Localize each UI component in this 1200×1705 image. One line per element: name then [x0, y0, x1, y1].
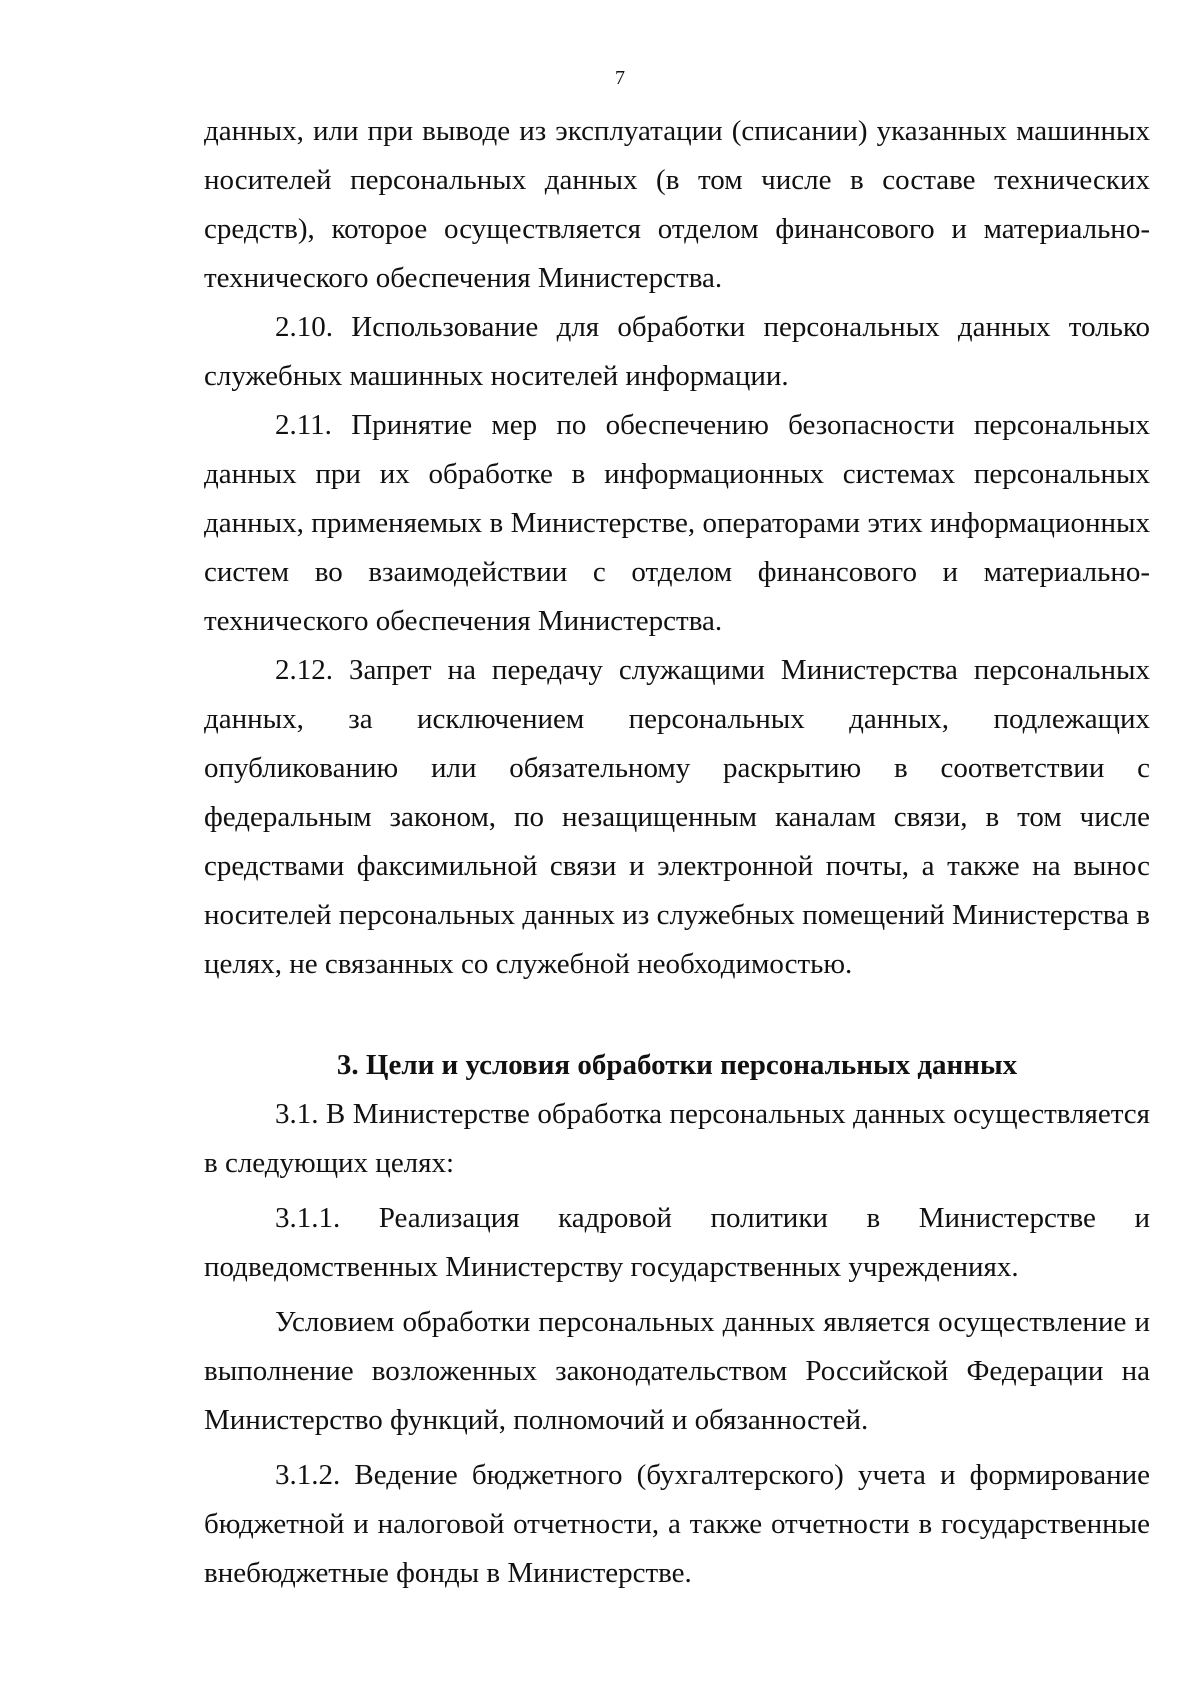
paragraph-2-9-continuation: данных, или при выводе из эксплуатации (списании) указанных машинных носителей персональных данных (в том числе в составе технических средств), которое осуществляется отделом финансового и материально-технического обеспечения Министерства.	[204, 115, 1150, 294]
paragraph-3-1-2: 3.1.2. Ведение бюджетного (бухгалтерского) учета и формирование бюджетной и налоговой отчетности, а также отчетности в государственные внебюджетные фонды в Министерстве.	[204, 1459, 1150, 1589]
document-body	[204, 107, 1150, 1598]
paragraph-2-12: 2.12. Запрет на передачу служащими Министерства персональных данных, за исключением персональных данных, подлежащих опубликованию или обязательному раскрытию в соответствии с федеральным законом, по незащищенным каналам связи, в том числе средствами факсимильной связи и электронной почты, а также на вынос носителей персональных данных из служебных помещений Министерства в целях, не связанных со служебной необходимостью.	[204, 654, 1150, 980]
paragraph-2-10: 2.10. Использование для обработки персональных данных только служебных машинных носителей информации.	[204, 311, 1150, 392]
page-number: 7	[615, 67, 625, 89]
paragraph-3-1-1: 3.1.1. Реализация кадровой политики в Министерстве и подведомственных Министерству государственных учреждениях.	[204, 1202, 1150, 1283]
paragraph-3-1: 3.1. В Министерстве обработка персональных данных осуществляется в следующих целях:	[204, 1098, 1150, 1179]
section-heading: 3. Цели и условия обработки персональных данных	[336, 1049, 1018, 1081]
paragraph-condition-3-1-1: Условием обработки персональных данных является осуществление и выполнение возложенных законодательством Российской Федерации на Министерство функций, полномочий и обязанностей.	[204, 1306, 1150, 1436]
paragraph-2-11: 2.11. Принятие мер по обеспечению безопасности персональных данных при их обработке в информационных системах персональных данных, применяемых в Министерстве, операторами этих информационных систем во взаимодействии с отделом финансового и материально-технического обеспечения Министерства.	[204, 409, 1150, 637]
